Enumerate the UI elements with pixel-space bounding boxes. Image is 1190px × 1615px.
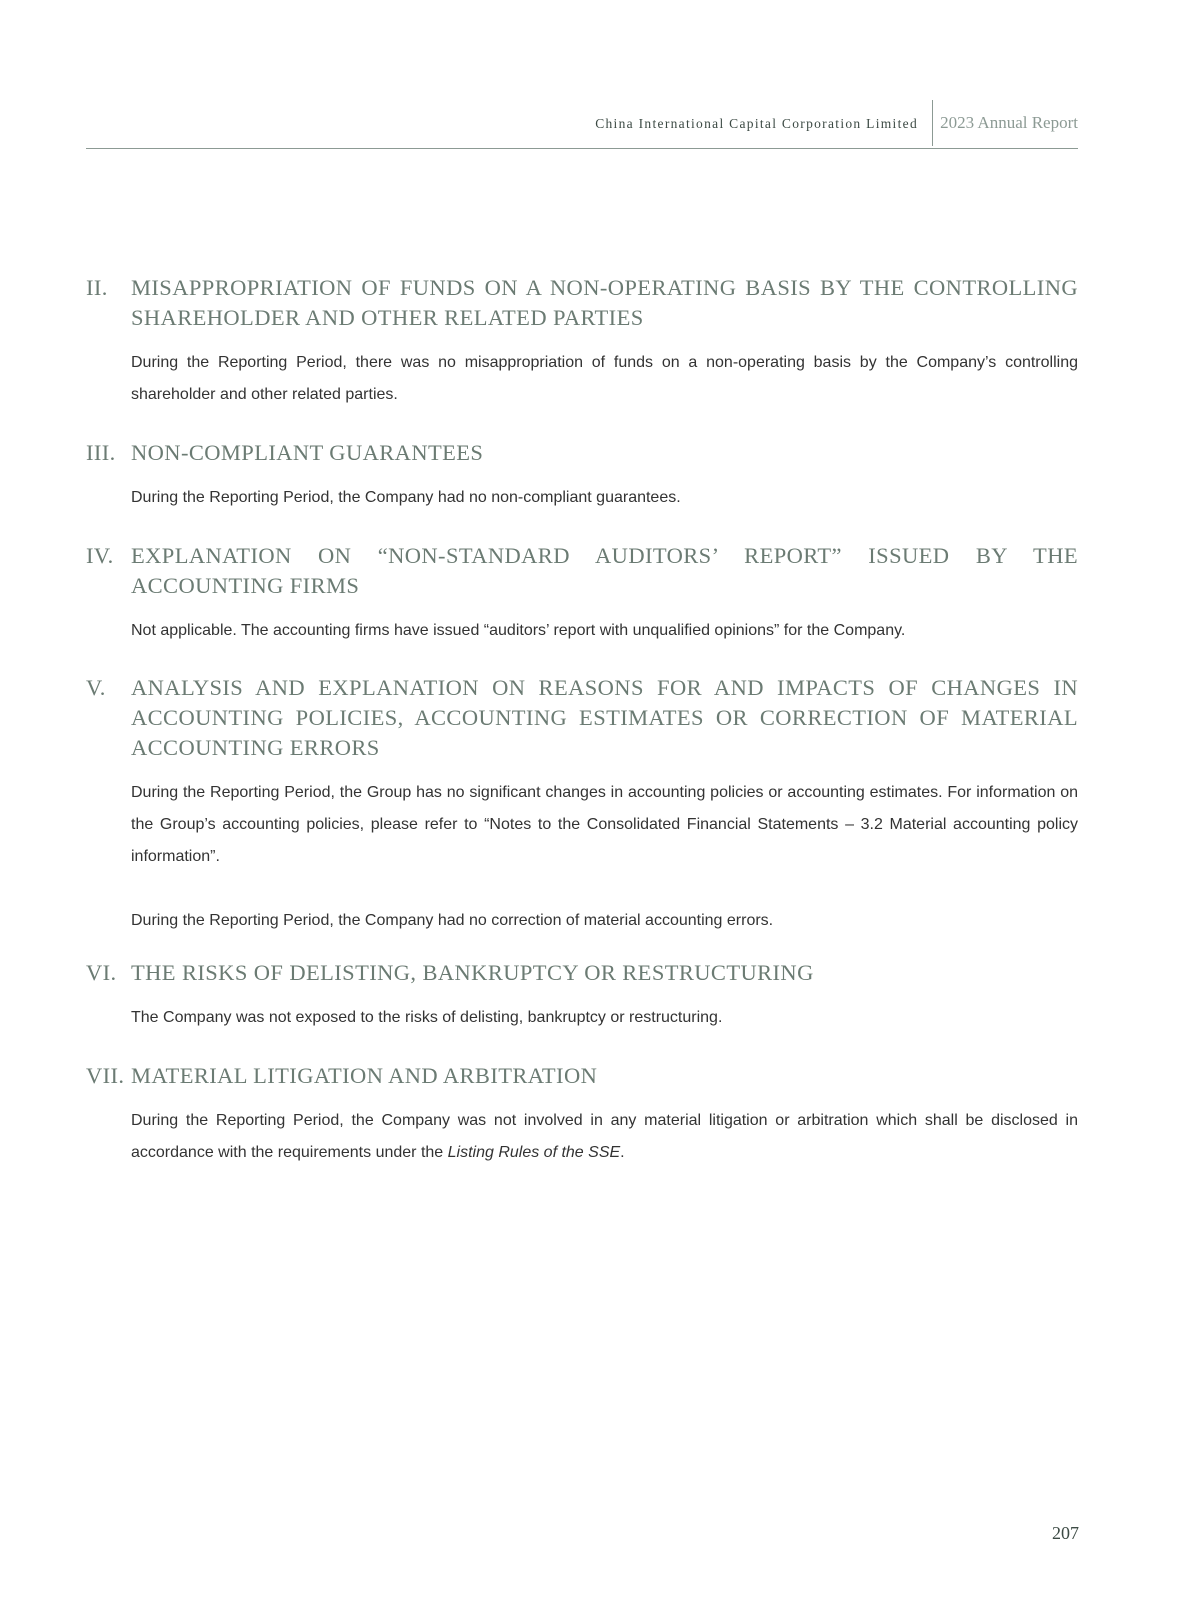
section-heading bbox=[86, 958, 1078, 988]
header-divider bbox=[932, 100, 933, 146]
section-paragraph: Not applicable. The accounting firms have issued “auditors’ report with unqualified opinions” for the Company. bbox=[131, 622, 906, 639]
section-number: IV. bbox=[86, 543, 114, 568]
paragraph-text-end: . bbox=[620, 1144, 625, 1161]
section-heading bbox=[86, 273, 1078, 333]
section-body bbox=[86, 1105, 1078, 1169]
section-vi bbox=[86, 958, 1078, 1034]
listing-rules-reference: Listing Rules of the SSE bbox=[447, 1144, 621, 1161]
section-heading bbox=[86, 673, 1078, 763]
section-body bbox=[86, 482, 1078, 514]
section-body bbox=[86, 1002, 1078, 1034]
section-number: V. bbox=[86, 675, 106, 700]
section-paragraph: During the Reporting Period, the Company had no non-compliant guarantees. bbox=[131, 489, 681, 506]
section-number: VII. bbox=[86, 1063, 125, 1088]
section-iv bbox=[86, 541, 1078, 647]
section-ii bbox=[86, 273, 1078, 411]
section-paragraph bbox=[131, 1105, 1078, 1169]
section-paragraph: During the Reporting Period, there was no misappropriation of funds on a non-operating basis by the Company’s controlling shareholder and other related parties. bbox=[131, 354, 1078, 403]
section-paragraph: During the Reporting Period, the Group has no significant changes in accounting policies or accounting estimates. For information on the Group’s accounting policies, please refer to “Notes to the Consolidated Financial Statements – 3.2 Material accounting policy information”. bbox=[131, 784, 1078, 865]
header-company-name: China International Capital Corporation Limited bbox=[595, 116, 918, 131]
section-title: MATERIAL LITIGATION AND ARBITRATION bbox=[131, 1063, 598, 1088]
section-number: II. bbox=[86, 275, 108, 300]
section-number: VI. bbox=[86, 960, 117, 985]
section-number: III. bbox=[86, 440, 116, 465]
page-header bbox=[86, 100, 1078, 149]
section-body bbox=[86, 777, 1078, 937]
section-title: NON-COMPLIANT GUARANTEES bbox=[131, 440, 484, 465]
section-heading bbox=[86, 1061, 1078, 1091]
section-title: MISAPPROPRIATION OF FUNDS ON A NON-OPERATING BASIS BY THE CONTROLLING SHAREHOLDER AND OTHER RELATED PARTIES bbox=[131, 275, 1078, 330]
section-v bbox=[86, 673, 1078, 937]
section-heading bbox=[86, 541, 1078, 601]
section-title: EXPLANATION ON “NON-STANDARD AUDITORS’ REPORT” ISSUED BY THE ACCOUNTING FIRMS bbox=[131, 543, 1078, 598]
page-number: 207 bbox=[1052, 1523, 1079, 1543]
paragraph-text: During the Reporting Period, the Company was not involved in any material litigation or arbitration which shall be disclosed in accordance with the requirements under the bbox=[131, 1112, 1078, 1161]
header-report-title: 2023 Annual Report bbox=[940, 113, 1078, 132]
section-body bbox=[86, 615, 1078, 647]
section-heading bbox=[86, 438, 1078, 468]
section-paragraph: The Company was not exposed to the risks of delisting, bankruptcy or restructuring. bbox=[131, 1009, 723, 1026]
section-title: THE RISKS OF DELISTING, BANKRUPTCY OR RESTRUCTURING bbox=[131, 960, 814, 985]
section-title: ANALYSIS AND EXPLANATION ON REASONS FOR AND IMPACTS OF CHANGES IN ACCOUNTING POLICIES, ACCOUNTING ESTIMATES OR CORRECTION OF MATERIAL ACCOUNTING ERRORS bbox=[131, 675, 1078, 760]
section-iii bbox=[86, 438, 1078, 514]
section-body bbox=[86, 347, 1078, 411]
section-paragraph: During the Reporting Period, the Company had no correction of material accounting errors. bbox=[131, 912, 774, 929]
section-vii bbox=[86, 1061, 1078, 1169]
